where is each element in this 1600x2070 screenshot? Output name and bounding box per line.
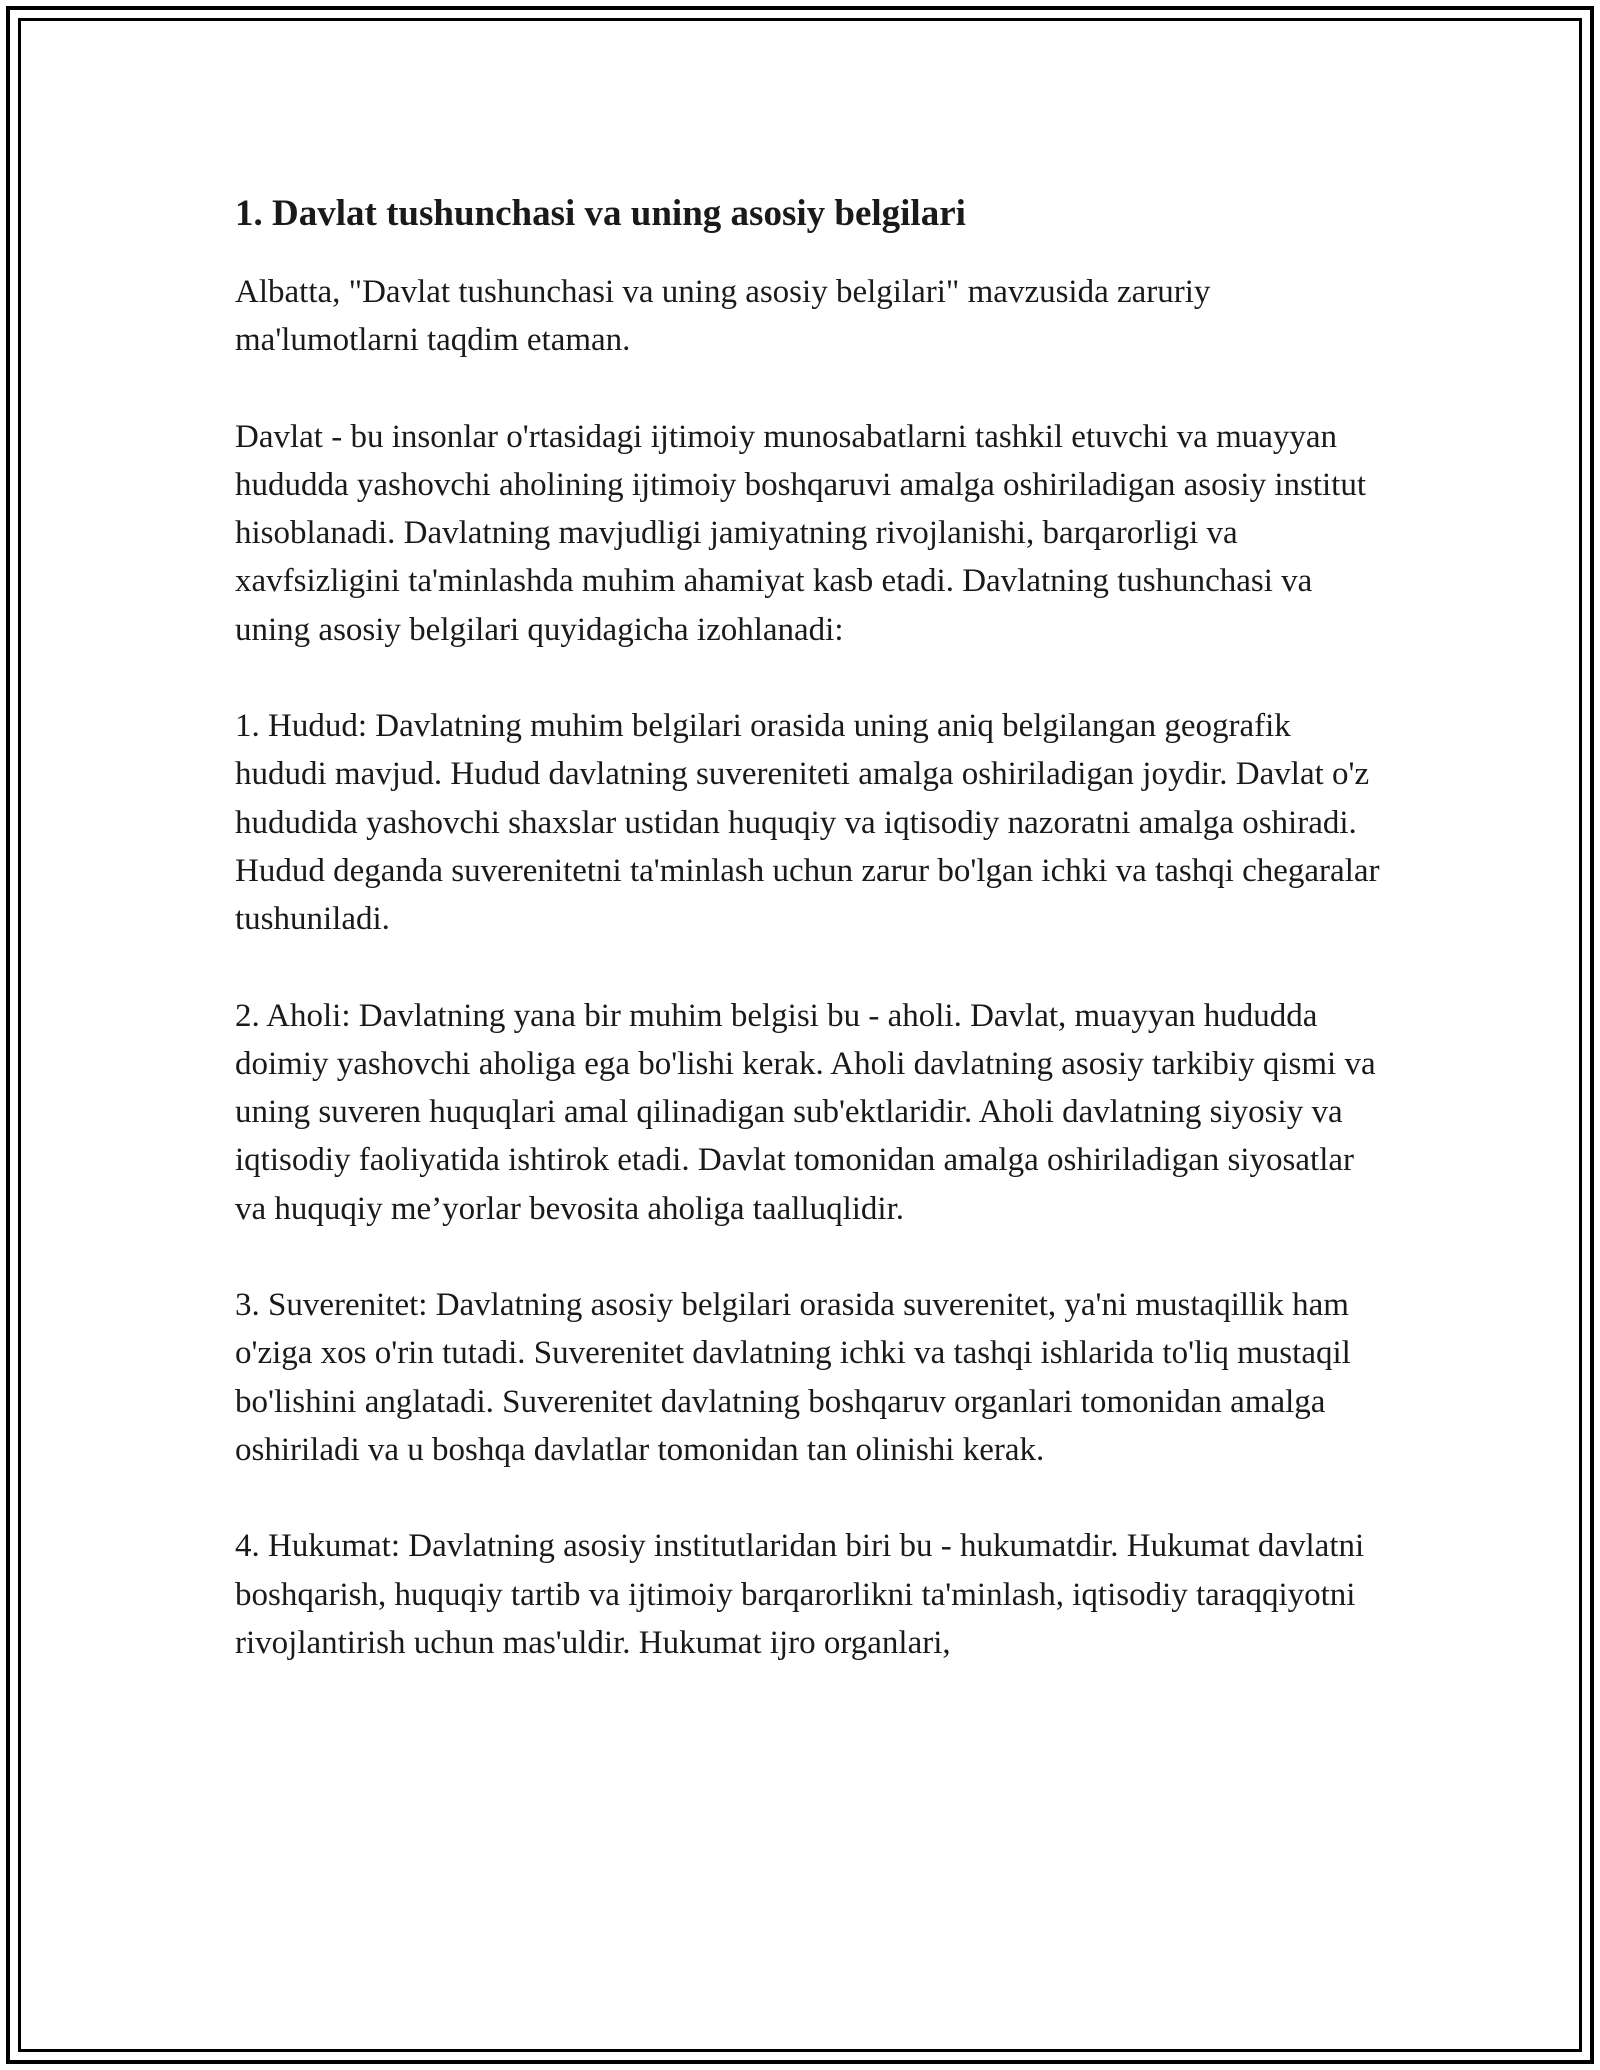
paragraph-government: 4. Hukumat: Davlatning asosiy institutlaridan biri bu - hukumatdir. Hukumat davlatni boshqarish, huquqiy tartib va ijtimoiy barqarorlikni ta'minlash, iqtisodiy taraqqiyotni rivojlantirish uchun mas'uldir. Hukumat ijro organlari,	[235, 1528, 1365, 1661]
paragraph-population: 2. Aholi: Davlatning yana bir muhim belgisi bu - aholi. Davlat, muayyan hududda doimiy yashovchi aholiga ega bo'lishi kerak. Aholi davlatning asosiy tarkibiy qismi va uning suveren huquqlari amal qilinadigan sub'ektlaridir. Aholi davlatning siyosiy va iqtisodiy faoliyatida ishtirok etadi. Davlat tomonidan amalga oshiriladigan siyosatlar va huquqiy me’yorlar bevosita aholiga taalluqlidir.	[235, 997, 1376, 1227]
document-heading: 1. Davlat tushunchasi va uning asosiy belgilari	[235, 193, 966, 234]
document-body	[235, 190, 1385, 1715]
paragraph-sovereignty: 3. Suverenitet: Davlatning asosiy belgilari orasida suverenitet, ya'ni mustaqillik ham o'ziga xos o'rin tutadi. Suverenitet davlatning ichki va tashqi ishlarida to'liq mustaqil bo'lishini anglatadi. Suverenitet davlatning boshqaruv organlari tomonidan amalga oshiriladi va u boshqa davlatlar tomonidan tan olinishi kerak.	[235, 1287, 1351, 1468]
paragraph-intro: Albatta, "Davlat tushunchasi va uning asosiy belgilari" mavzusida zaruriy ma'lumotlarni taqdim etaman.	[235, 274, 1211, 359]
paragraph-definition: Davlat - bu insonlar o'rtasidagi ijtimoiy munosabatlarni tashkil etuvchi va muayyan hududda yashovchi aholining ijtimoiy boshqaruvi amalga oshiriladigan asosiy institut hisoblanadi. Davlatning mavjudligi jamiyatning rivojlanishi, barqarorligi va xavfsizligini ta'minlashda muhim ahamiyat kasb etadi. Davlatning tushunchasi va uning asosiy belgilari quyidagicha izohlanadi:	[235, 418, 1367, 648]
paragraph-territory: 1. Hudud: Davlatning muhim belgilari orasida uning aniq belgilangan geografik hududi mavjud. Hudud davlatning suvereniteti amalga oshiriladigan joydir. Davlat o'z hududida yashovchi shaxslar ustidan huquqiy va iqtisodiy nazoratni amalga oshiradi. Hudud deganda suverenitetni ta'minlash uchun zarur bo'lgan ichki va tashqi chegaralar tushuniladi.	[235, 708, 1380, 938]
